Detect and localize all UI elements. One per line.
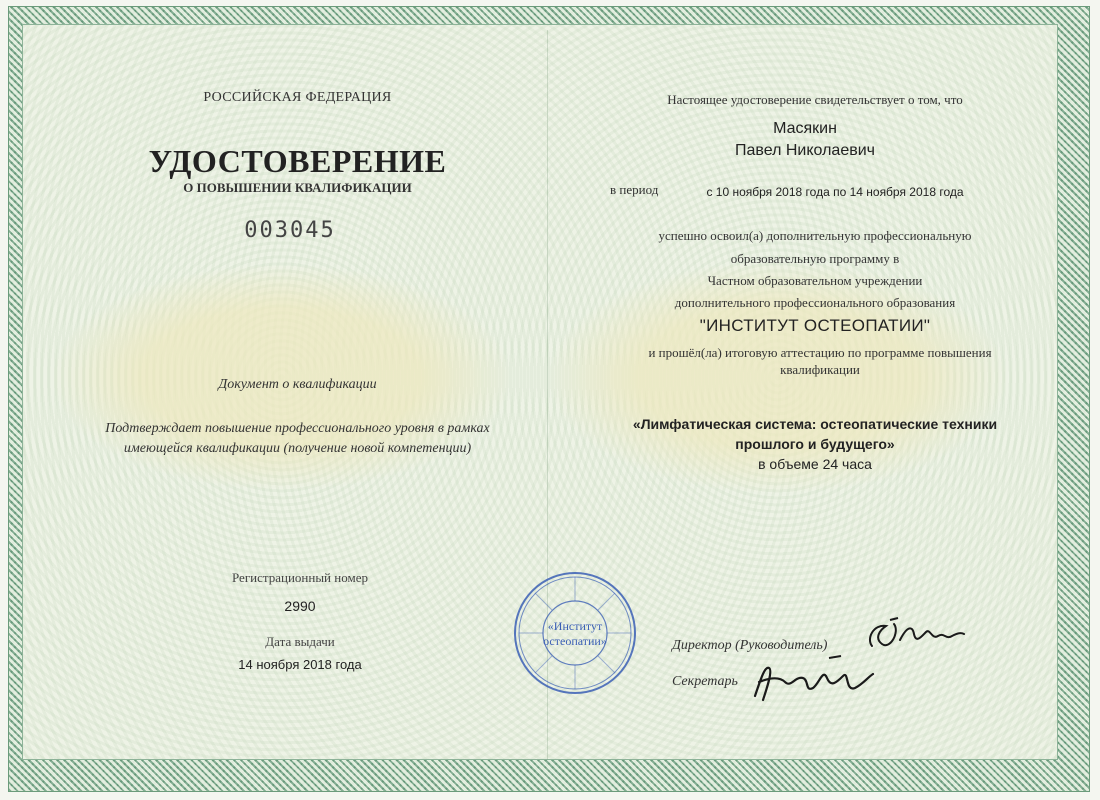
document-subtitle: О ПОВЫШЕНИИ КВАЛИФИКАЦИИ: [183, 180, 412, 195]
course-hours: в объеме 24 часа: [758, 456, 872, 472]
period-label: в период: [610, 182, 659, 197]
program-text-line3: Частном образовательном учреждении: [707, 273, 923, 288]
study-period: с 10 ноября 2018 года по 14 ноября 2018 года: [706, 185, 964, 199]
program-text-line1: успешно освоил(а) дополнительную профессиональную: [658, 228, 972, 243]
country-heading: РОССИЙСКАЯ ФЕДЕРАЦИЯ: [203, 90, 392, 105]
confirmation-text-line1: Подтверждает повышение профессионального уровня в рамках: [105, 421, 490, 436]
program-text-line2: образовательную программу в: [730, 251, 900, 266]
holder-name: Павел Николаевич: [735, 142, 875, 159]
attestation-text-line2: квалификации: [780, 362, 860, 377]
attestation-text-line1: и прошёл(ла) итоговую аттестацию по программе повышения: [648, 345, 992, 360]
stamp-text-line2: остеопатии»: [543, 634, 607, 648]
intro-text: Настоящее удостоверение свидетельствует о том, что: [667, 92, 963, 107]
issue-date-label: Дата выдачи: [265, 634, 335, 649]
issue-date: 14 ноября 2018 года: [238, 657, 362, 672]
registration-number-label: Регистрационный номер: [232, 570, 368, 585]
director-label: Директор (Руководитель): [672, 638, 828, 653]
confirmation-text-line2: имеющейся квалификации (получение новой компетенции): [123, 441, 472, 456]
course-title-line2: прошлого и будущего»: [735, 436, 895, 452]
document-title: УДОСТОВЕРЕНИЕ: [148, 143, 447, 179]
stamp-text-line1: «Институт: [547, 619, 603, 633]
secretary-signature: [745, 648, 880, 708]
course-title-line1: «Лимфатическая система: остеопатические техники: [632, 416, 998, 432]
institution-name: "ИНСТИТУТ ОСТЕОПАТИИ": [699, 316, 931, 335]
registration-number: 2990: [284, 598, 316, 614]
institution-stamp: [510, 568, 640, 698]
secretary-label: Секретарь: [672, 674, 738, 689]
holder-surname: Масякин: [773, 120, 837, 137]
program-text-line4: дополнительного профессионального образования: [674, 295, 956, 310]
serial-number: 003045: [244, 218, 336, 243]
document-type: Документ о квалификации: [218, 377, 377, 392]
